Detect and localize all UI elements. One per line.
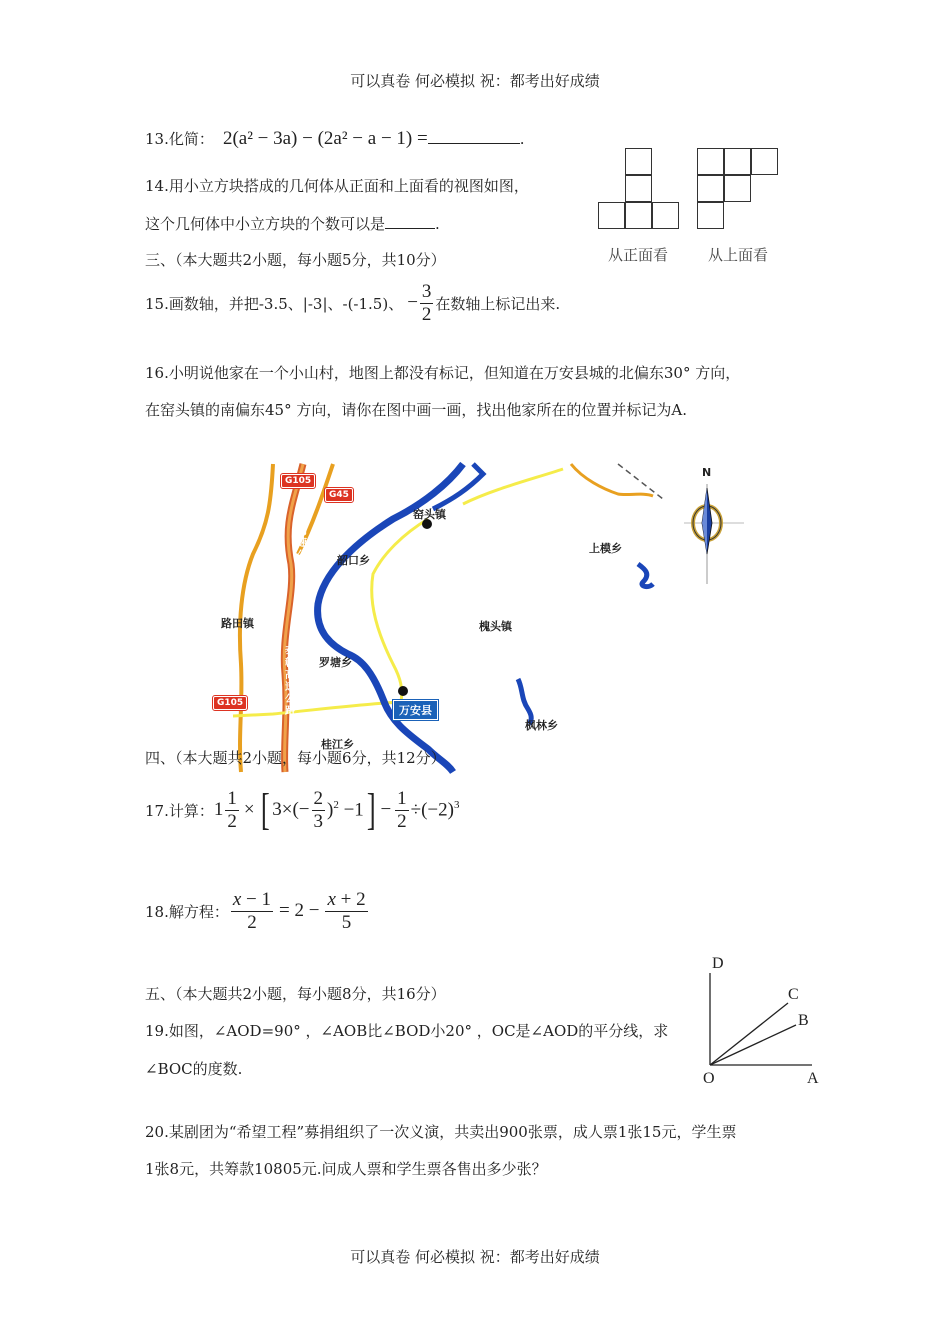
label-shaokou: 韶口乡	[337, 554, 370, 567]
label-wanan: 万安县	[393, 700, 438, 720]
g45-shield: G45	[325, 488, 353, 502]
label-highway-bottom: 泰赣高速公路	[285, 646, 295, 717]
label-guaitou: 槐头镇	[479, 620, 512, 633]
q15-numerator: 3	[421, 281, 432, 302]
q18-equation: $\frac{x - 1}{2}$ = 2 − $\frac{x + 2}{5}$	[232, 889, 366, 933]
front-view-cube	[625, 202, 652, 229]
question-18	[145, 889, 370, 934]
label-guijiang: 桂江乡	[321, 738, 354, 751]
compass	[684, 466, 748, 586]
label-yaotou: 窑头镇	[413, 508, 446, 521]
q14-line2-text: 这个几何体中小立方块的个数可以是	[145, 215, 386, 233]
q20-line2: 1张8元，共筹款10805元.问成人票和学生票各售出多少张？	[145, 1160, 547, 1178]
label-D: D	[712, 955, 724, 972]
label-shangmo: 上模乡	[589, 542, 622, 555]
q19-line1: 19.如图，∠AOD=90° ，∠AOB比∠BOD小20° ，OC是∠AOD的平分线，求	[145, 1022, 669, 1040]
front-view-cube	[625, 175, 652, 202]
section-5-heading: 五、（本大题共2小题，每小题8分，共16分）	[145, 985, 446, 1003]
top-view-cube	[697, 148, 724, 175]
label-C: C	[788, 986, 799, 1003]
top-view-cube	[697, 175, 724, 202]
label-B: B	[798, 1012, 809, 1029]
section-3-heading: 三、（本大题共2小题，每小题5分，共10分）	[145, 251, 446, 269]
question-13	[145, 128, 525, 150]
wanan-dot	[398, 686, 408, 696]
q13-label: 13.化简：	[145, 130, 214, 148]
q16-line2: 在窑头镇的南偏东45° 方向，请你在图中画一画，找出他家所在的位置并标记为A.	[145, 401, 687, 419]
q19-line2: ∠BOC的度数.	[145, 1060, 243, 1078]
label-O: O	[703, 1070, 715, 1087]
front-view-cube	[625, 148, 652, 175]
q14-period: .	[435, 215, 440, 233]
q15-text-b: 在数轴上标记出来.	[435, 294, 561, 313]
section-4-heading: 四、（本大题共2小题，每小题6分，共12分）	[145, 749, 446, 767]
page-footer: 可以真卷 何必模拟 祝：都考出好成绩	[350, 1248, 600, 1266]
top-view-diagram	[697, 148, 782, 233]
top-view-cube	[724, 175, 751, 202]
front-view-diagram	[598, 148, 683, 233]
top-view-caption: 从上面看	[708, 246, 769, 264]
q14-line1: 14.用小立方块搭成的几何体从正面和上面看的视图如图，	[145, 177, 529, 195]
q14-answer-blank[interactable]	[385, 228, 435, 229]
top-view-cube	[724, 148, 751, 175]
q15-denominator: 2	[421, 303, 432, 325]
compass-north-label: N	[702, 466, 712, 479]
label-luotang: 罗塘乡	[319, 656, 352, 669]
q15-text-a: 15.画数轴，并把-3.5、|-3|、-(-1.5)、	[145, 294, 404, 313]
label-lutian: 路田镇	[221, 617, 254, 630]
question-17	[145, 785, 460, 835]
angle-figure	[700, 955, 830, 1090]
front-view-cube	[598, 202, 625, 229]
q17-expression: 1 $\frac{1}{2}$ × [ 3×(− $\frac{2}{3}$ )$^2$ −1 ] − $\frac{1}{2}$ $\div(-2)^3$	[213, 785, 460, 835]
map-figure	[217, 464, 668, 772]
top-view-cube	[697, 202, 724, 229]
label-fenglin: 枫林乡	[525, 719, 558, 732]
q15-fraction	[420, 281, 434, 326]
q13-answer-blank[interactable]	[428, 143, 520, 144]
q15-negative-sign: −	[407, 292, 418, 314]
q17-label: 17.计算：	[145, 801, 214, 820]
g105-shield-bottom: G105	[213, 696, 247, 710]
lake	[638, 564, 653, 587]
q16-line1: 16.小明说他家在一个小山村，地图上都没有标记，但知道在万安县城的北偏东30° 方向，	[145, 364, 741, 382]
compass-icon	[684, 466, 748, 586]
question-15	[145, 281, 560, 326]
q18-label: 18.解方程：	[145, 902, 229, 921]
front-view-caption: 从正面看	[608, 246, 669, 264]
label-A: A	[807, 1070, 819, 1087]
top-view-cube	[751, 148, 778, 175]
q20-line1: 20.某剧团为“希望工程”募捐组织了一次义演，共卖出900张票，成人票1张15元，学生票	[145, 1123, 737, 1141]
page-header: 可以真卷 何必模拟 祝：都考出好成绩	[350, 72, 600, 90]
g105-shield-top: G105	[281, 474, 315, 488]
front-view-cube	[652, 202, 679, 229]
road-northeast	[571, 464, 653, 496]
q14-line2	[145, 213, 440, 234]
label-highway-top: 大广高速公路	[297, 502, 307, 573]
q13-expression: 2(a² − 3a) − (2a² − a − 1) =	[222, 128, 428, 149]
q13-period: .	[519, 130, 525, 148]
